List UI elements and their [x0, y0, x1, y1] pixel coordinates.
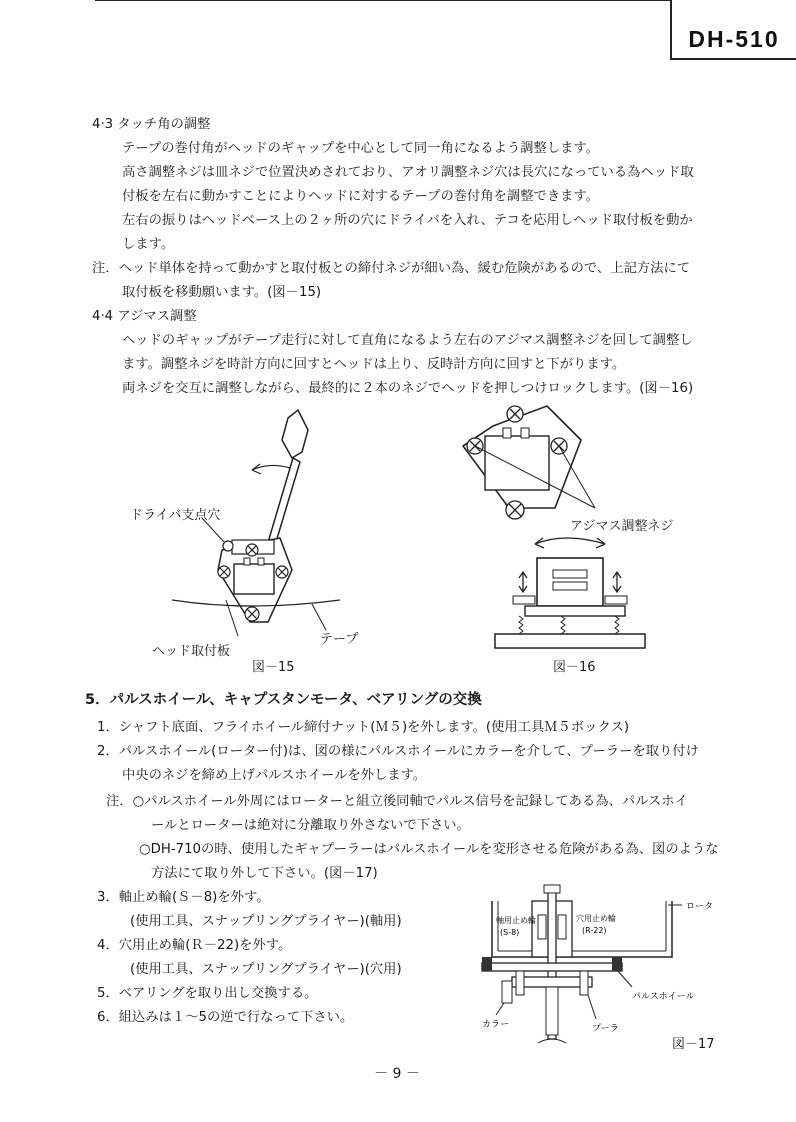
- up-down-arrow-left: [519, 572, 527, 592]
- section-4-4-line: ヘッドのギャップがテープ走行に対して直角になるよう左右のアジマス調整ネジを回して調整し: [122, 333, 693, 348]
- pulse-wheel-edge: [482, 957, 492, 971]
- collar: [502, 981, 512, 1003]
- head-block-top: [485, 436, 549, 490]
- head-base-plate: [525, 606, 625, 616]
- note-2-cont: 方法にて取り外して下さい。(図－17): [151, 866, 378, 881]
- screw-bottom: [506, 501, 524, 519]
- step-6: 6．組込みは１～5の逆で行なって下さい。: [97, 1010, 354, 1025]
- section-4-3-heading: 4·3 タッチ角の調整: [92, 117, 211, 132]
- step-3: 3．軸止め輪(Ｓ－8)を外す。: [97, 890, 270, 905]
- step-2: 2．パルスホイール(ローター付)は、図の様にパルスホイールにカラーを介して、プーラーを取り付け: [97, 744, 699, 759]
- driver-shaft: [269, 458, 300, 542]
- spring-left: [519, 616, 523, 634]
- azimuth-screw-head-right: [605, 596, 627, 604]
- bearing: [538, 915, 546, 939]
- pulse-wheel: [482, 963, 622, 971]
- note-2: ○DH-710の時、使用したギャプーラーはパルスホイールを変形させる危険がある為、図のような: [139, 842, 719, 857]
- label-hole-ring: 穴用止め輪: [576, 914, 616, 923]
- figure-15-caption: 図－15: [252, 660, 295, 675]
- swing-arrowheads: [535, 538, 605, 548]
- screw-left: [218, 566, 230, 578]
- figure-16-caption: 図－16: [553, 660, 596, 675]
- leader-line: [312, 604, 326, 630]
- note-line: 注．ヘッド単体を持って動かすと取付板との締付ネジが細い為、緩む危険があるので、上記方法にて: [92, 261, 691, 276]
- step-1: 1．シャフト底面、フライホイール締付ナット(Ｍ５)を外します。(使用工具Ｍ５ボックス): [97, 720, 630, 735]
- puller-bolt: [516, 971, 524, 995]
- head-gap: [553, 582, 587, 590]
- screw-top: [246, 544, 258, 556]
- driver-handle: [282, 410, 308, 458]
- step-3-tool: (使用工具、スナップリングプライヤー)(軸用): [130, 914, 402, 929]
- step-4: 4．穴用止め輪(Ｒ－22)を外す。: [97, 938, 292, 953]
- note-1-cont: ールとローターは絶対に分離取り外さないで下さい。: [151, 818, 470, 833]
- leader-line: [588, 995, 596, 1019]
- section-4-3-line: テープの巻付角がヘッドのギャップを中心として同一角になるよう調整します。: [122, 141, 599, 156]
- section-4-4-line: 両ネジを交互に調整しながら、最終的に２本のネジでヘッドを押しつけロックします。(図－16): [122, 381, 694, 396]
- section-4-4-line: ます。調整ネジを時計方向に回すとヘッドは上り、反時計方向に回すと下がります。: [122, 357, 626, 372]
- leader-line: [618, 971, 632, 987]
- section-4-3-line: します。: [122, 237, 175, 252]
- label-azimuth-screw: アジマス調整ネジ: [570, 519, 674, 534]
- head-base: [495, 634, 645, 648]
- section-4-3-line: 付板を左右に動かすことによりヘッドに対するテープの巻付角を調整できます。: [122, 189, 599, 204]
- label-shaft-ring: 軸用止め輪: [496, 916, 536, 925]
- leader-line: [496, 1003, 504, 1015]
- up-down-arrow-right: [613, 572, 621, 592]
- head-terminal: [244, 558, 250, 565]
- label-rotor: ロータ: [686, 902, 714, 912]
- figure-17-caption: 図－17: [672, 1037, 715, 1052]
- head-block: [234, 564, 274, 594]
- label-tape: テープ: [320, 632, 359, 647]
- spring-right: [615, 616, 619, 634]
- step-4-tool: (使用工具、スナップリングプライヤー)(穴用): [130, 962, 402, 977]
- puller-bolt: [580, 971, 588, 995]
- head-gap: [553, 570, 587, 578]
- figure-15-diagram: [140, 400, 380, 650]
- section-4-3-line: 左右の振りはヘッドベース上の２ヶ所の穴にドライバを入れ、テコを応用しヘッド取付板を動か: [122, 213, 693, 228]
- label-head-plate: ヘッド取付板: [152, 644, 231, 659]
- section-4-3-line: 高さ調整ネジは皿ネジで位置決めされており、アオリ調整ネジ穴は長穴になっている為ヘッド取: [122, 165, 694, 180]
- azimuth-screw-head-left: [513, 596, 535, 604]
- head-terminal: [521, 428, 529, 438]
- screw-top: [507, 406, 523, 422]
- screw-bottom: [245, 607, 259, 621]
- model-box: [670, 0, 796, 60]
- head-terminal: [503, 428, 511, 438]
- note-1: 注．○パルスホイール外周にはローターと組立後同軸でパルス信号を記録してある為、パルスホイ: [106, 794, 688, 809]
- label-shaft-ring-code: (S-8): [500, 928, 520, 937]
- model-number: DH-510: [688, 26, 780, 52]
- shaft-top: [544, 885, 560, 893]
- rotation-arrowhead: [252, 464, 261, 474]
- section-4-4-heading: 4·4 アジマス調整: [92, 309, 197, 324]
- head-terminal: [258, 558, 264, 565]
- note-line: 取付板を移動願います。(図－15): [122, 285, 322, 300]
- step-2-cont: 中央のネジを締め上げパルスホイールを外します。: [122, 768, 427, 783]
- step-5: 5．ベアリングを取り出し交換する。: [97, 986, 318, 1001]
- label-pulse-wheel: パルスホイール: [632, 992, 695, 1002]
- center-bolt: [546, 987, 558, 1035]
- label-puller: プーラ: [592, 1024, 619, 1034]
- swing-arrow: [535, 538, 605, 544]
- section-5-heading: 5．パルスホイール、キャプスタンモータ、ベアリングの交換: [85, 692, 482, 708]
- fulcrum-hole: [223, 541, 233, 551]
- screw-right: [276, 566, 288, 578]
- header-rule: [95, 0, 670, 1]
- bearing: [558, 915, 566, 939]
- spring-center: [561, 616, 565, 634]
- label-driver-fulcrum: ドライバ支点穴: [130, 508, 221, 523]
- label-hole-ring-code: (R-22): [582, 926, 607, 935]
- label-collar: カラー: [482, 1020, 510, 1030]
- pulse-wheel-edge: [612, 957, 622, 971]
- page-number: － 9 －: [374, 1066, 420, 1082]
